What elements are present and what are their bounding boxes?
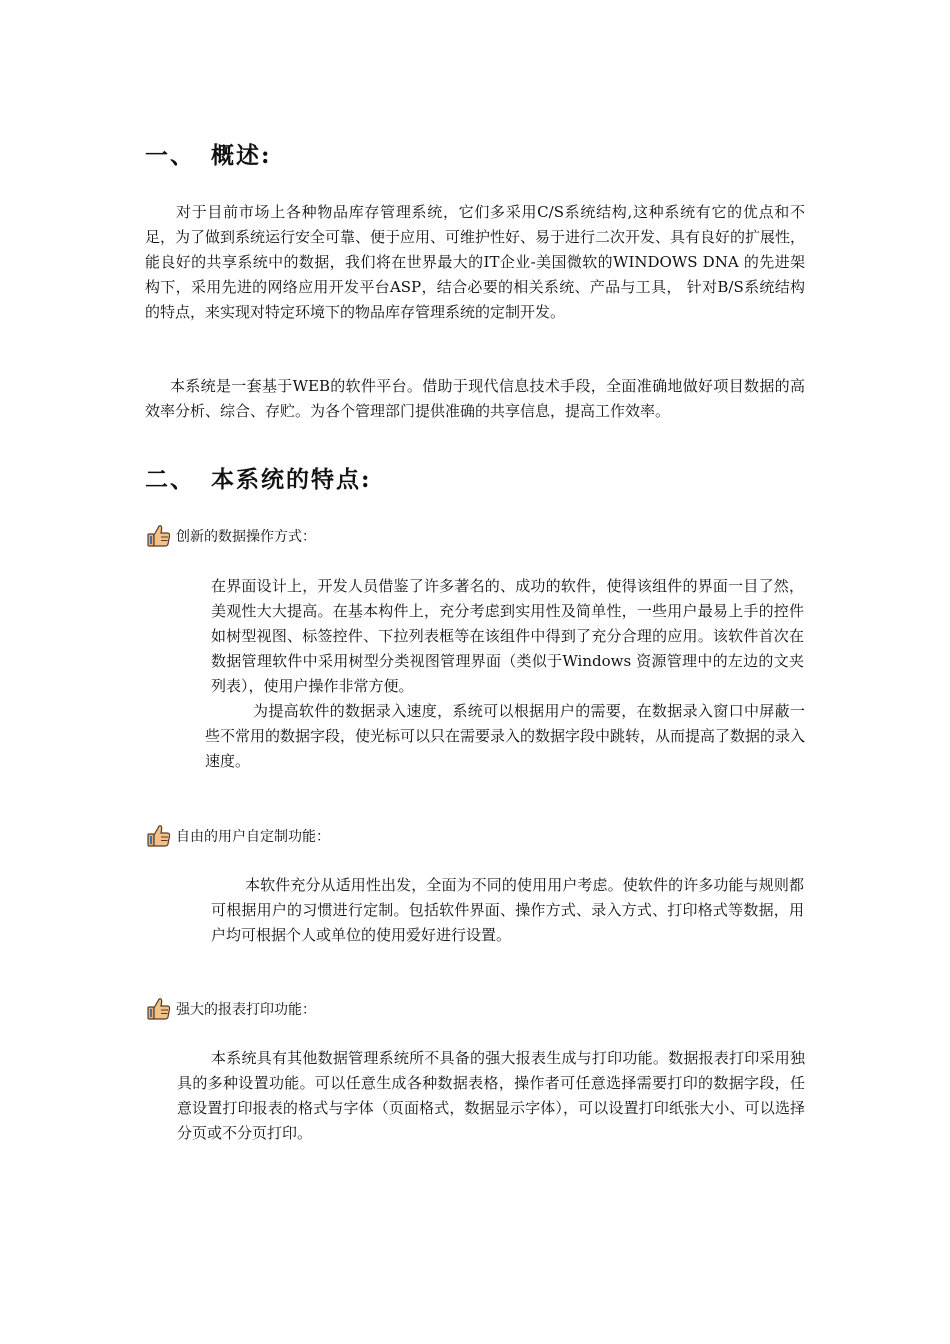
feature-paragraph: 本软件充分从适用性出发，全面为不同的使用用户考虑。使软件的许多功能与规则都可根据用户的习惯进行定制。包括软件界面、操作方式、录入方式、打印格式等数据，用户均可根据个人或单位的使用爱好进行设置。 [211,876,804,944]
section-number: 一、 [145,142,195,169]
feature-title: 创新的数据操作方式： [176,529,316,545]
feature-heading [146,522,316,550]
section-title: 概述: [211,142,272,169]
thumbs-up-icon [146,996,172,1022]
thumbs-up-icon [146,823,172,849]
section-number: 二、 [145,466,195,493]
thumbs-up-icon [146,523,172,549]
feature-title: 强大的报表打印功能： [176,1002,316,1018]
feature-title: 自由的用户自定制功能： [176,829,330,845]
feature-heading [146,822,330,850]
section-heading-features [145,461,372,494]
overview-paragraph: 对于目前市场上各种物品库存管理系统，它们多采用C/S系统结构,这种系统有它的优点和不足，为了做到系统运行安全可靠、便于应用、可维护性好、易于进行二次开发、具有良好的扩展性，能良好的共享系统中的数据，我们将在世界最大的IT企业-美国微软的WINDOWS DNA 的先进架构下，采用先进的网络应用开发平台ASP，结合必要的相关系统、产品与工具， 针对B/S系统结构的特点，来实现对特定环境下的物品库存管理系统的定制开发。 [145,203,806,321]
overview-paragraph: 本系统是一套基于WEB的软件平台。借助于现代信息技术手段，全面准确地做好项目数据的高效率分析、综合、存贮。为各个管理部门提供准确的共享信息，提高工作效率。 [145,377,805,420]
section-title: 本系统的特点: [211,466,372,493]
feature-heading [146,995,316,1023]
feature-paragraph: 本系统具有其他数据管理系统所不具备的强大报表生成与打印功能。数据报表打印采用独具的多种设置功能。可以任意生成各种数据表格，操作者可任意选择需要打印的数据字段，任意设置打印报表的格式与字体（页面格式，数据显示字体），可以设置打印纸张大小、可以选择分页或不分页打印。 [177,1049,805,1142]
section-heading-overview [145,137,272,170]
feature-paragraph: 在界面设计上，开发人员借鉴了许多著名的、成功的软件，使得该组件的界面一目了然，美观性大大提高。在基本构件上，充分考虑到实用性及简单性，一些用户最易上手的控件如树型视图、标签控件、下拉列表框等在该组件中得到了充分合理的应用。该软件首次在数据管理软件中采用树型分类视图管理界面（类似于Windows 资源管理中的左边的文夹列表），使用户操作非常方便。 [211,577,804,695]
feature-paragraph: 为提高软件的数据录入速度，系统可以根据用户的需要，在数据录入窗口中屏蔽一些不常用的数据字段，使光标可以只在需要录入的数据字段中跳转，从而提高了数据的录入速度。 [205,702,806,770]
